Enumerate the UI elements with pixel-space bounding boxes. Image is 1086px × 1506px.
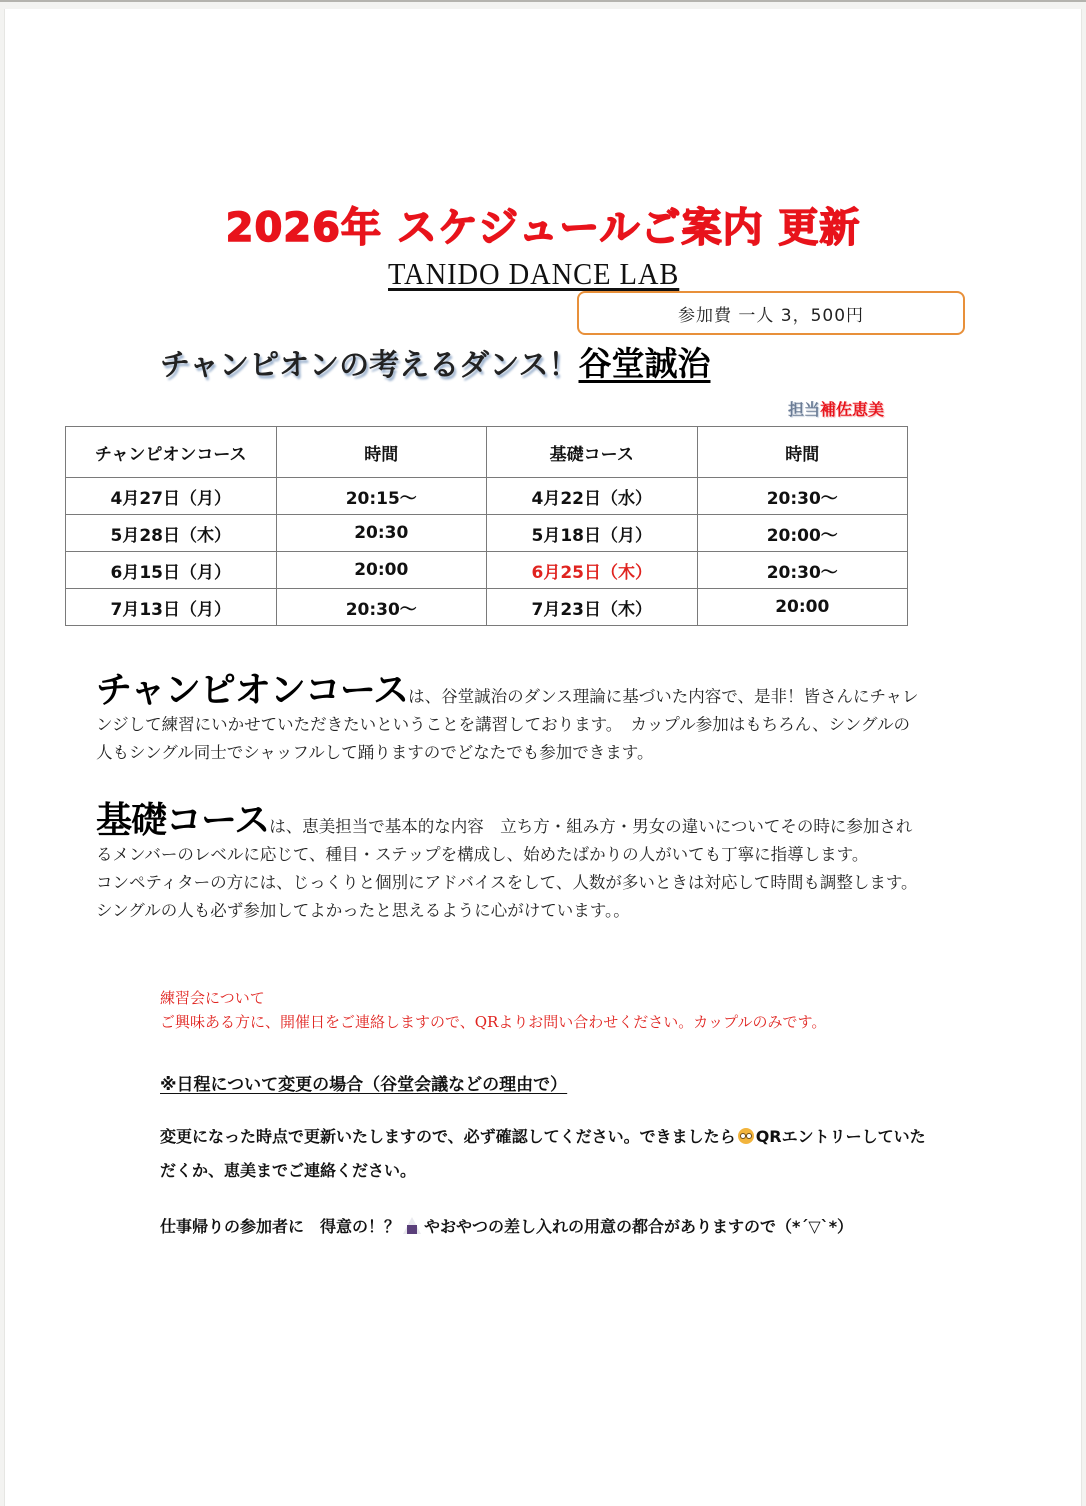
headline-tagline: チャンピオンの考えるダンス！ [160, 348, 579, 383]
champion-course-body: は、谷堂誠治のダンス理論に基づいた内容で、是非！皆さんにチャレンジして練習にいかせていただきたいということを講習しております。 カップル参加はもちろん、シングルの人もシングル同士でシャッフルして踊りますのでどなたでも参加できます。 [96, 687, 919, 762]
champion-time: 20:00 [276, 552, 487, 589]
headline [160, 338, 711, 385]
champion-time: 20:30 [276, 515, 487, 552]
document-subtitle: TANIDO DANCE LAB [388, 256, 680, 291]
basic-course-body-2: コンペティターの方には、じっくりと個別にアドバイスをして、人数が多いときは対応して時間も調整します。シングルの人も必ず参加してよかったと思えるように心がけています。。 [96, 873, 918, 920]
schedule-change-text-2: QRエントリーしていただくか、恵美までご連絡ください。 [160, 1127, 926, 1180]
champion-date: 4月27日（月） [66, 478, 277, 515]
champion-date: 5月28日（木） [66, 515, 277, 552]
basic-course-body: は、恵美担当で基本的な内容 立ち方・組み方・男女の違いについてその時に参加されるメンバーのレベルに応じて、種目・ステップを構成し、始めたばかりの人がいても丁寧に指導します。 [96, 817, 913, 864]
champion-course-heading: チャンピオンコース [96, 669, 409, 711]
table-row [66, 589, 908, 626]
practice-note-body: ご興味ある方に、開催日をご連絡しますので、QRよりお問い合わせください。カップルのみです。 [160, 1013, 827, 1031]
basic-time: 20:00 [697, 589, 908, 626]
header-time: 時間 [697, 427, 908, 478]
practice-note-title: 練習会について [160, 989, 265, 1007]
champion-time: 20:15～ [276, 478, 487, 515]
schedule-change-text-1: 変更になった時点で更新いたしますので、必ず確認してください。できましたら [160, 1127, 736, 1146]
staff-role: 担当 [788, 400, 821, 419]
table-header-row [66, 427, 908, 478]
snack-note [160, 1214, 853, 1237]
table-row [66, 552, 908, 589]
basic-time: 20:30～ [697, 478, 908, 515]
table-row [66, 478, 908, 515]
fee-box [577, 291, 965, 335]
staff-name: 補佐恵美 [820, 400, 885, 419]
champion-date: 6月15日（月） [66, 552, 277, 589]
basic-course-heading: 基礎コース [96, 799, 270, 841]
basic-time: 20:00～ [697, 515, 908, 552]
basic-date: 5月18日（月） [487, 515, 698, 552]
basic-date: 4月22日（水） [487, 478, 698, 515]
table-row [66, 515, 908, 552]
header-basic-course: 基礎コース [487, 427, 698, 478]
basic-time: 20:30～ [697, 552, 908, 589]
top-border [0, 0, 1086, 2]
staff-label [788, 397, 884, 420]
schedule-change-body [160, 1120, 930, 1188]
schedule-change-heading: ※日程について変更の場合（谷堂会議などの理由で） [160, 1075, 568, 1095]
fee-text: 参加費 一人 3，500円 [677, 305, 865, 326]
rice-ball-icon [403, 1217, 421, 1234]
champion-time: 20:30～ [276, 589, 487, 626]
header-champion-course: チャンピオンコース [66, 427, 277, 478]
snack-text-2: やおやつの差し入れの用意の都合がありますので（*´▽`*） [424, 1217, 854, 1236]
instructor-name: 谷堂誠治 [578, 344, 711, 383]
basic-date-highlighted: 6月25日（木） [487, 552, 698, 589]
basic-date: 7月23日（木） [487, 589, 698, 626]
pleading-face-icon [738, 1128, 754, 1144]
basic-course-description [96, 799, 926, 925]
champion-date: 7月13日（月） [66, 589, 277, 626]
schedule-table [65, 426, 908, 626]
document-title: 2026年 スケジュールご案内 更新 [225, 205, 861, 251]
practice-note [160, 986, 826, 1034]
champion-course-description [96, 669, 926, 767]
header-time: 時間 [276, 427, 487, 478]
snack-text-1: 仕事帰りの参加者に 得意の！？ [160, 1217, 401, 1236]
